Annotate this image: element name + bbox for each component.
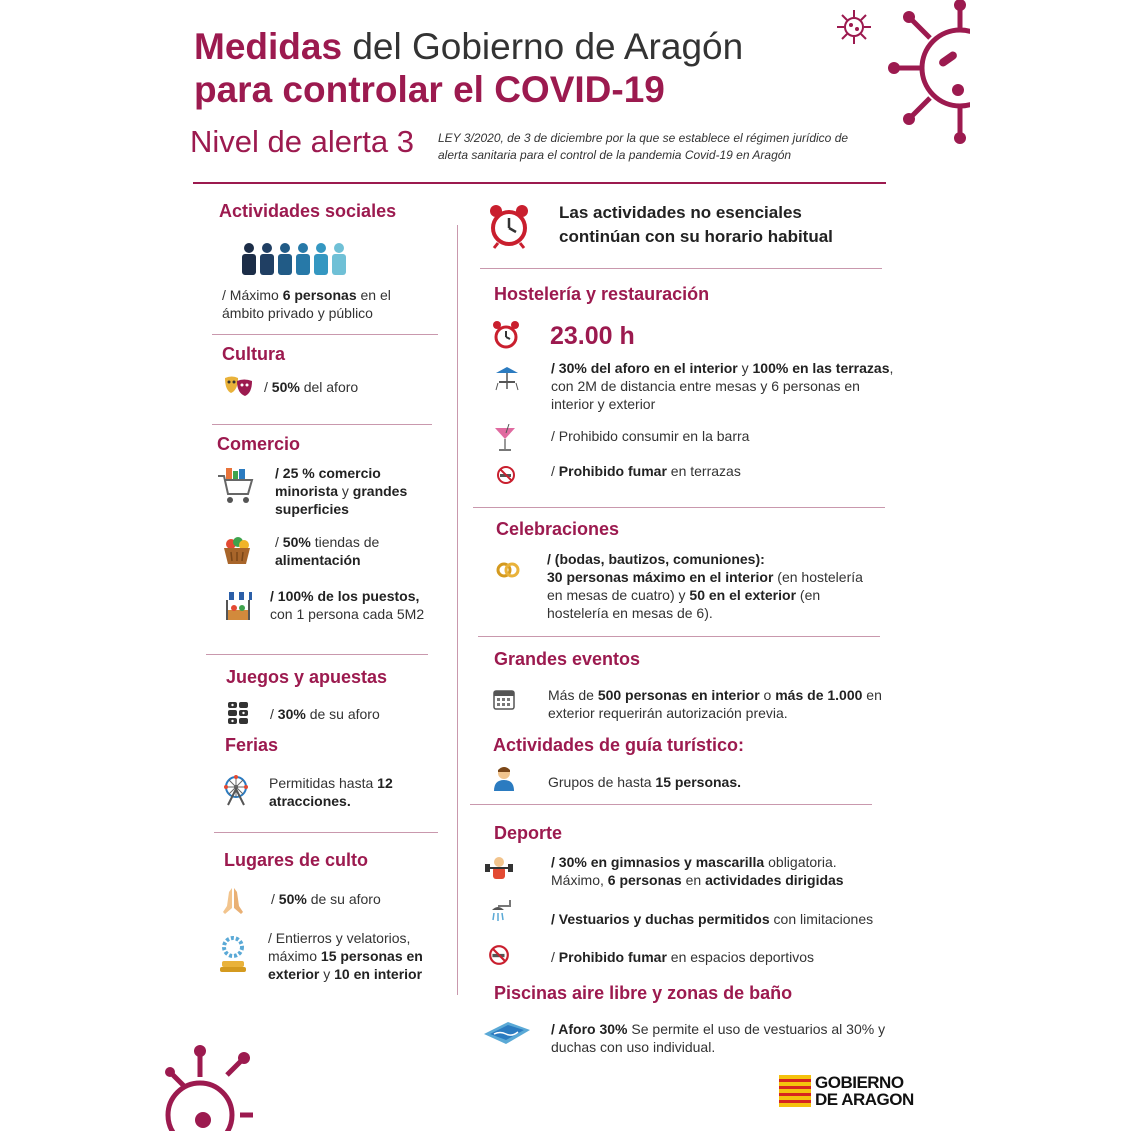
swimming-pool-icon: [482, 1018, 532, 1046]
section-title-comercio: Comercio: [217, 434, 301, 454]
aragon-flag-icon: [779, 1075, 811, 1107]
cocktail-icon: [493, 424, 517, 452]
ferris-wheel-icon: [222, 774, 250, 806]
virus-icon: [835, 8, 873, 46]
cultura-text: / 50% del aforo: [264, 379, 359, 395]
page-title: [194, 26, 743, 68]
section-title-deporte: Deporte: [494, 823, 563, 843]
section-title-piscinas: Piscinas aire libre y zonas de baño: [494, 983, 793, 1003]
comercio-text-3: / 100% de los puestos, con 1 persona cada 5M2: [270, 588, 425, 622]
piscinas-text: / Aforo 30% Se permite el uso de vestuarios al 30% y duchas con uso individual.: [551, 1021, 886, 1055]
government-logo: GOBIERNO DE ARAGON: [815, 1073, 914, 1109]
guia-text: Grupos de hasta 15 personas.: [548, 774, 742, 790]
section-title-social: Actividades sociales: [219, 201, 397, 221]
virus-large-icon: [880, 0, 970, 145]
section-title-cultura: Cultura: [222, 344, 285, 364]
page-subtitle: para controlar el COVID-19: [194, 69, 665, 110]
gym-icon: [484, 855, 514, 881]
culto-text-2: / Entierros y velatorios, máximo 15 personas en exterior y 10 en interior: [268, 930, 423, 982]
deporte-text-3: / Prohibido fumar en espacios deportivos: [551, 949, 814, 965]
schedule-banner: Las actividades no esenciales continúan con su horario habitual: [559, 203, 833, 246]
section-title-eventos: Grandes eventos: [494, 649, 641, 669]
law-reference: LEY 3/2020, de 3 de diciembre por la que se establece el régimen jurídico de alerta sanitaria para el control de la pandemia Covid-19 en Aragón: [438, 131, 849, 162]
column-divider: [457, 225, 458, 995]
terrace-table-icon: [494, 365, 520, 391]
alert-level: Nivel de alerta 3: [190, 124, 415, 159]
deporte-text-2: / Vestuarios y duchas permitidos con limitaciones: [551, 911, 874, 927]
shopping-cart-icon: [216, 466, 256, 506]
alarm-clock-icon: [488, 203, 530, 249]
celebraciones-text: / (bodas, bautizos, comuniones): 30 personas máximo en el interior (en hostelería en mesas de cuatro) y 50 en el exterior (en hostelería en mesas de 6).: [547, 551, 863, 621]
hosteleria-text-2: / Prohibido consumir en la barra: [551, 428, 750, 444]
hosteleria-text-3: / Prohibido fumar en terrazas: [551, 463, 741, 479]
virus-bottom-icon: [165, 1045, 255, 1131]
culto-text-1: / 50% de su aforo: [271, 891, 381, 907]
header-divider: [193, 182, 886, 184]
no-smoking-sport-icon: [488, 944, 510, 966]
grocery-basket-icon: [221, 534, 253, 566]
section-title-celebraciones: Celebraciones: [496, 519, 620, 539]
funeral-wreath-icon: [219, 935, 247, 975]
juegos-text: / 30% de su aforo: [270, 706, 380, 722]
theater-masks-icon: [223, 374, 255, 400]
praying-hands-icon: [220, 886, 246, 916]
social-text: / Máximo 6 personas en el ámbito privado y público: [222, 287, 391, 321]
title-rest: del Gobierno de Aragón: [342, 26, 744, 67]
section-title-culto: Lugares de culto: [224, 850, 369, 870]
tour-guide-icon: [492, 765, 516, 791]
deporte-text-1: / 30% en gimnasios y mascarilla obligatoria. Máximo, 6 personas en actividades dirigidas: [551, 854, 844, 888]
eventos-text: Más de 500 personas en interior o más de 1.000 en exterior requerirán autorización previa.: [548, 687, 882, 721]
closing-hour: 23.00 h: [550, 322, 635, 350]
section-title-guia: Actividades de guía turístico:: [493, 735, 745, 755]
shower-icon: [490, 898, 516, 926]
small-alarm-clock-icon: [492, 320, 520, 350]
no-smoking-icon: [496, 465, 516, 485]
comercio-text-1: / 25 % comercio minorista y grandes superficies: [275, 465, 408, 517]
calendar-icon: [493, 688, 515, 710]
casino-chips-icon: [226, 700, 250, 726]
hosteleria-text-1: / 30% del aforo en el interior y 100% en las terrazas, con 2M de distancia entre mesas y 6 personas en interior y exterior: [551, 360, 894, 412]
comercio-text-2: / 50% tiendas de alimentación: [275, 534, 380, 568]
ferias-text: Permitidas hasta 12 atracciones.: [269, 775, 393, 809]
title-bold: Medidas: [194, 26, 343, 67]
section-title-juegos: Juegos y apuestas: [226, 667, 388, 687]
section-title-hosteleria: Hostelería y restauración: [494, 284, 710, 304]
section-title-ferias: Ferias: [225, 735, 279, 755]
wedding-rings-icon: [495, 558, 521, 580]
people-icon: [240, 242, 358, 276]
market-stall-icon: [222, 590, 254, 622]
